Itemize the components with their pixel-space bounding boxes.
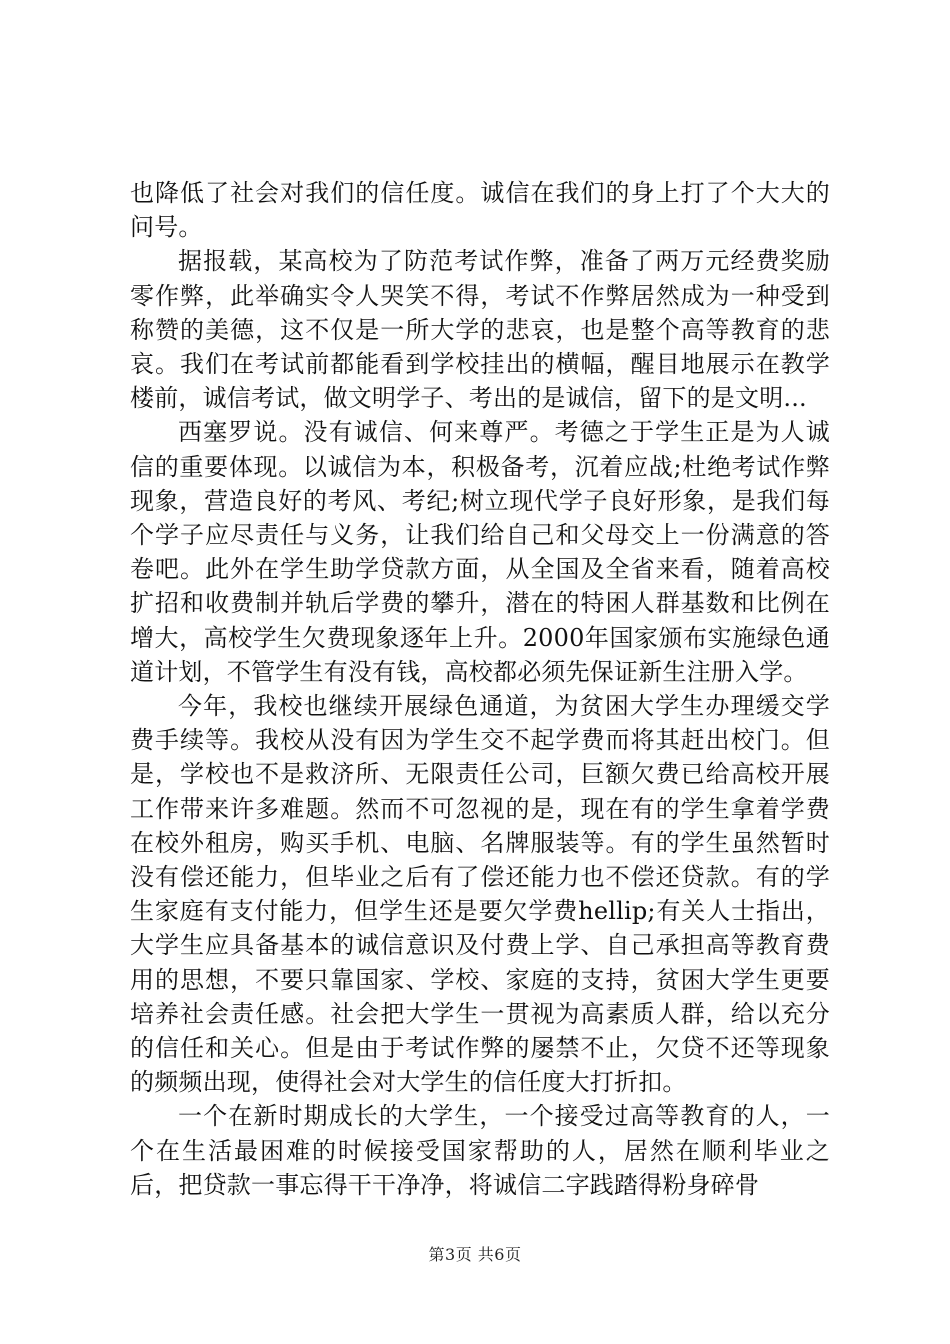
paragraph-continuation: 也降低了社会对我们的信任度。诚信在我们的身上打了个大大的问号。 (130, 179, 830, 242)
document-body (130, 176, 830, 1202)
paragraph-green-channel: 今年，我校也继续开展绿色通道，为贫困大学生办理缓交学费手续等。我校从没有因为学生交不起学费而将其赶出校门。但是，学校也不是救济所、无限责任公司，巨额欠费已给高校开展工作带来许多难题。然而不可忽视的是，现在有的学生拿着学费在校外租房，购买手机、电脑、名牌服装等。有的学生虽然暂时没有偿还能力，但毕业之后有了偿还能力也不偿还贷款。有的学生家庭有支付能力，但学生还是要欠学费hellip;有关人士指出，大学生应具备基本的诚信意识及付费上学、自己承担高等教育费用的思想，不要只靠国家、学校、家庭的支持，贫困大学生更要培养社会责任感。社会把大学生一贯视为高素质人群，给以充分的信任和关心。但是由于考试作弊的屡禁不止，欠贷不还等现象的频频出现，使得社会对大学生的信任度大打折扣。 (130, 692, 830, 1097)
paragraph-exam-reward: 据报载，某高校为了防范考试作弊，准备了两万元经费奖励零作弊，此举确实令人哭笑不得，考试不作弊居然成为一种受到称赞的美德，这不仅是一所大学的悲哀，也是整个高等教育的悲哀。我们在考试前都能看到学校挂出的横幅，醒目地展示在教学楼前，诚信考试，做文明学子、考出的是诚信，留下的是文明... (130, 247, 830, 413)
page-number-footer: 第3页 共6页 (428, 1245, 522, 1264)
paragraph-graduate-loans: 一个在新时期成长的大学生，一个接受过高等教育的人，一个在生活最困难的时候接受国家帮助的人，居然在顺利毕业之后，把贷款一事忘得干干净净，将诚信二字践踏得粉身碎骨 (130, 1102, 830, 1199)
paragraph-cicero: 西塞罗说。没有诚信、何来尊严。考德之于学生正是为人诚信的重要体现。以诚信为本，积极备考，沉着应战;杜绝考试作弊现象，营造良好的考风、考纪;树立现代学子良好形象，是我们每个学子应尽责任与义务，让我们给自己和父母交上一份满意的答卷吧。此外在学生助学贷款方面，从全国及全省来看，随着高校扩招和收费制并轨后学费的攀升，潜在的特困人群基数和比例在增大，高校学生欠费现象逐年上升。2000年国家颁布实施绿色通道计划，不管学生有没有钱，高校都必须先保证新生注册入学。 (130, 418, 830, 686)
